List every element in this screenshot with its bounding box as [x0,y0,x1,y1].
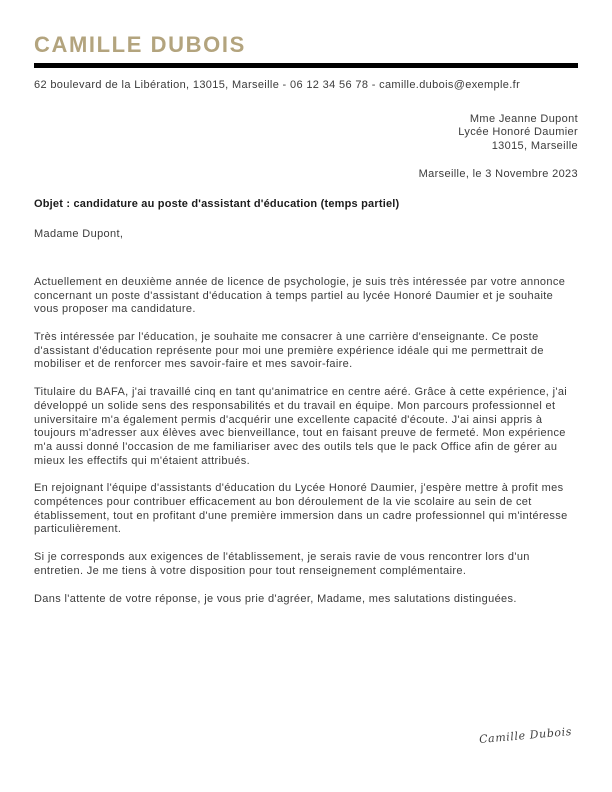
body-paragraph-1: Actuellement en deuxième année de licence de psychologie, je suis très intéressée par votre annonce concernant un poste d'assistant d'éducation à temps partiel au lycée Honoré Daumier et je souhaite vous proposer ma candidature. [34,275,566,316]
subject-line: Objet : candidature au poste d'assistant d'éducation (temps partiel) [34,197,400,210]
sender-contact-line: 62 boulevard de la Libération, 13015, Marseille - 06 12 34 56 78 - camille.dubois@exemple.fr [34,79,521,91]
body-paragraph-5: Si je corresponds aux exigences de l'établissement, je serais ravie de vous rencontrer lors d'un entretien. Je me tiens à votre disposition pour tout renseignement complémentaire. [34,551,530,577]
recipient-name: Mme Jeanne Dupont [469,112,578,125]
body-paragraph-4: En rejoignant l'équipe d'assistants d'éducation du Lycée Honoré Daumier, j'espère mettre à profit mes compétences pour contribuer efficacement au bon déroulement de la vie scolaire au sein de cet établissement, tout en profitant d'une première immersion dans un cadre professionnel qui m'intéresse particulièrement. [34,482,568,536]
recipient-organization: Lycée Honoré Daumier [458,126,578,139]
body-paragraph-6: Dans l'attente de votre réponse, je vous prie d'agréer, Madame, mes salutations distinguées. [34,592,517,605]
header-divider [34,63,578,68]
body-paragraph-2: Très intéressée par l'éducation, je souhaite me consacrer à une carrière d'enseignante. Ce poste d'assistant d'éducation représente pour moi une première expérience idéale qui me permettrait de mobiliser et de renforcer mes savoir-faire et mes savoir-faire. [34,331,544,371]
recipient-block [34,113,578,154]
sender-name: CAMILLE DUBOIS [34,32,246,57]
body-paragraph-3: Titulaire du BAFA, j'ai travaillé cinq en tant qu'animatrice en centre aéré. Grâce à cette expérience, j'ai développé un solide sens des responsabilités et du travail en équipe. Mon parcours professionnel et universitaire m'a également permis d'acquérir une excellente capacité d'écoute. J'ai ainsi appris à toujours m'adresser aux élèves avec bienveillance, tout en faisant preuve de fermeté. Mon expérience m'a aussi donné l'occasion de me familiariser avec des outils tels que le pack Office afin de gérer au mieux les effectifs qui m'étaient attribués. [34,386,568,467]
handwritten-signature: Camille Dubois [478,724,573,747]
recipient-city-line: 13015, Marseille [491,140,578,153]
letterhead [34,33,578,93]
date-line: Marseille, le 3 Novembre 2023 [418,167,578,180]
salutation: Madame Dupont, [34,228,124,241]
